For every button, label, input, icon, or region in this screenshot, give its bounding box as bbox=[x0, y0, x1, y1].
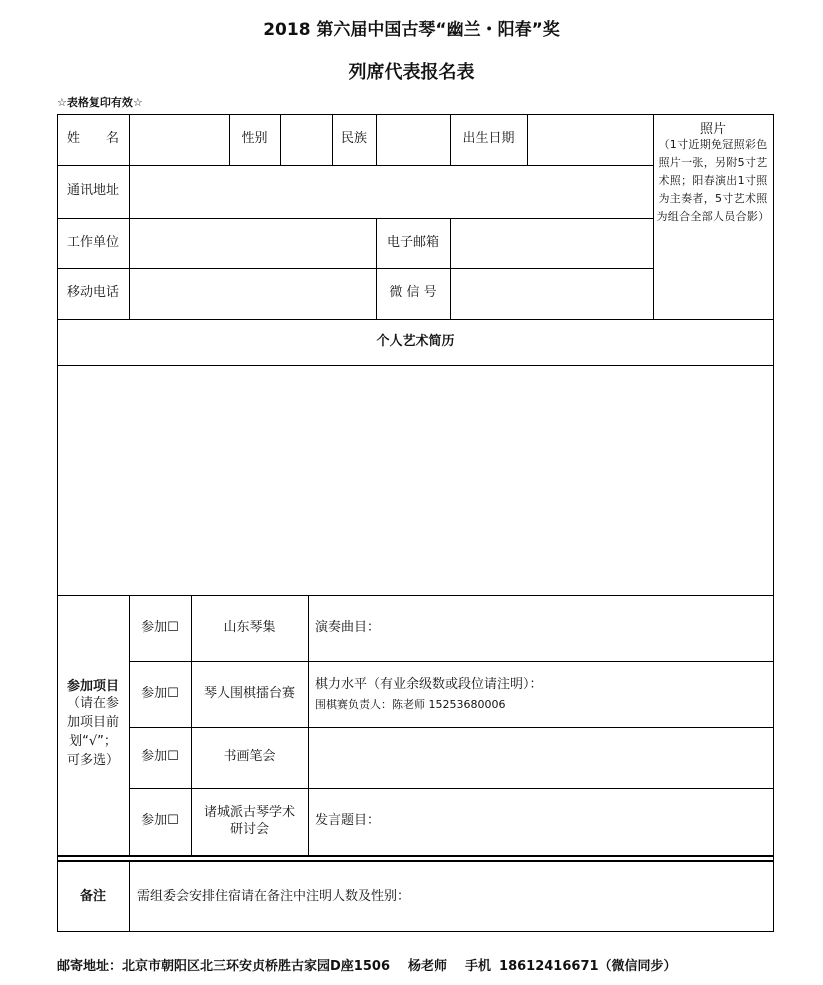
events-note: （请在参加项目前划“√”；可多选） bbox=[66, 696, 119, 768]
event-checkbox-symposium[interactable]: 参加☐ bbox=[141, 813, 179, 829]
event-detail-go-block[interactable] bbox=[308, 661, 774, 727]
remarks-label: 备注 bbox=[79, 888, 106, 904]
ethnicity-input[interactable] bbox=[377, 115, 450, 165]
wechat-input[interactable] bbox=[451, 269, 653, 319]
photo-label: 照片 bbox=[699, 122, 726, 137]
birthdate-label: 出生日期 bbox=[462, 131, 515, 147]
wechat-label: 微 信 号 bbox=[389, 285, 437, 301]
footer-address: 北京市朝阳区北三环安贞桥胜古家园D座1506 bbox=[122, 959, 390, 974]
event-name-symposium: 诸城派古琴学术研讨会 bbox=[203, 805, 295, 837]
birthdate-input[interactable] bbox=[528, 115, 653, 165]
mobile-input[interactable] bbox=[130, 269, 376, 319]
event-detail-symposium[interactable]: 发言题目： bbox=[315, 813, 381, 829]
photo-note: （1寸近期免冠照彩色照片一张，另附5寸艺术照；阳春演出1寸照为主奏者，5寸艺术照为组合全部人员合影） bbox=[656, 138, 770, 223]
form-subtitle: 列席代表报名表 bbox=[348, 62, 475, 83]
double-rule bbox=[57, 855, 774, 857]
footer-contact: 杨老师 bbox=[408, 959, 448, 974]
event-detail-painting[interactable] bbox=[308, 727, 774, 788]
form-title: 2018 第六届中国古琴“幽兰・阳春”奖 bbox=[263, 20, 560, 40]
event-checkbox-go[interactable]: 参加☐ bbox=[141, 685, 179, 701]
gender-label: 性别 bbox=[241, 131, 268, 147]
employer-input[interactable] bbox=[130, 219, 376, 268]
name-input[interactable] bbox=[130, 115, 229, 165]
col-divider bbox=[653, 114, 654, 319]
address-input[interactable] bbox=[130, 166, 653, 218]
event-name-go: 琴人围棋擂台赛 bbox=[203, 685, 295, 701]
footer-address-label: 邮寄地址： bbox=[57, 959, 123, 974]
event-name-shandong: 山东琴集 bbox=[223, 619, 276, 635]
address-label: 通讯地址 bbox=[66, 183, 119, 199]
event-detail-shandong[interactable]: 演奏曲目： bbox=[315, 619, 381, 635]
email-label: 电子邮箱 bbox=[386, 234, 439, 250]
event-detail-go: 棋力水平（有业余级数或段位请注明）： bbox=[315, 676, 543, 692]
footer-phone: 18612416671（微信同步） bbox=[499, 959, 677, 974]
copy-valid-note: ☆表格复印有效☆ bbox=[57, 96, 143, 109]
event-name-painting: 书画笔会 bbox=[223, 749, 276, 765]
email-input[interactable] bbox=[451, 219, 653, 268]
footer-phone-label: 手机 bbox=[465, 959, 492, 974]
event-subdetail-go: 围棋赛负责人：陈老师 15253680006 bbox=[315, 697, 506, 711]
gender-input[interactable] bbox=[281, 115, 332, 165]
ethnicity-label: 民族 bbox=[340, 131, 367, 147]
events-label-block bbox=[57, 595, 129, 855]
mailing-footer bbox=[57, 955, 695, 974]
event-checkbox-shandong[interactable]: 参加☐ bbox=[141, 619, 179, 635]
event-checkbox-painting[interactable]: 参加☐ bbox=[141, 749, 179, 765]
events-label: 参加项目 bbox=[66, 679, 119, 695]
resume-heading: 个人艺术简历 bbox=[376, 333, 455, 349]
employer-label: 工作单位 bbox=[66, 234, 119, 250]
resume-input[interactable] bbox=[58, 366, 773, 595]
remarks-input[interactable]: 需组委会安排住宿请在备注中注明人数及性别： bbox=[137, 888, 411, 904]
mobile-label: 移动电话 bbox=[66, 285, 119, 301]
name-label: 姓 名 bbox=[66, 131, 119, 147]
